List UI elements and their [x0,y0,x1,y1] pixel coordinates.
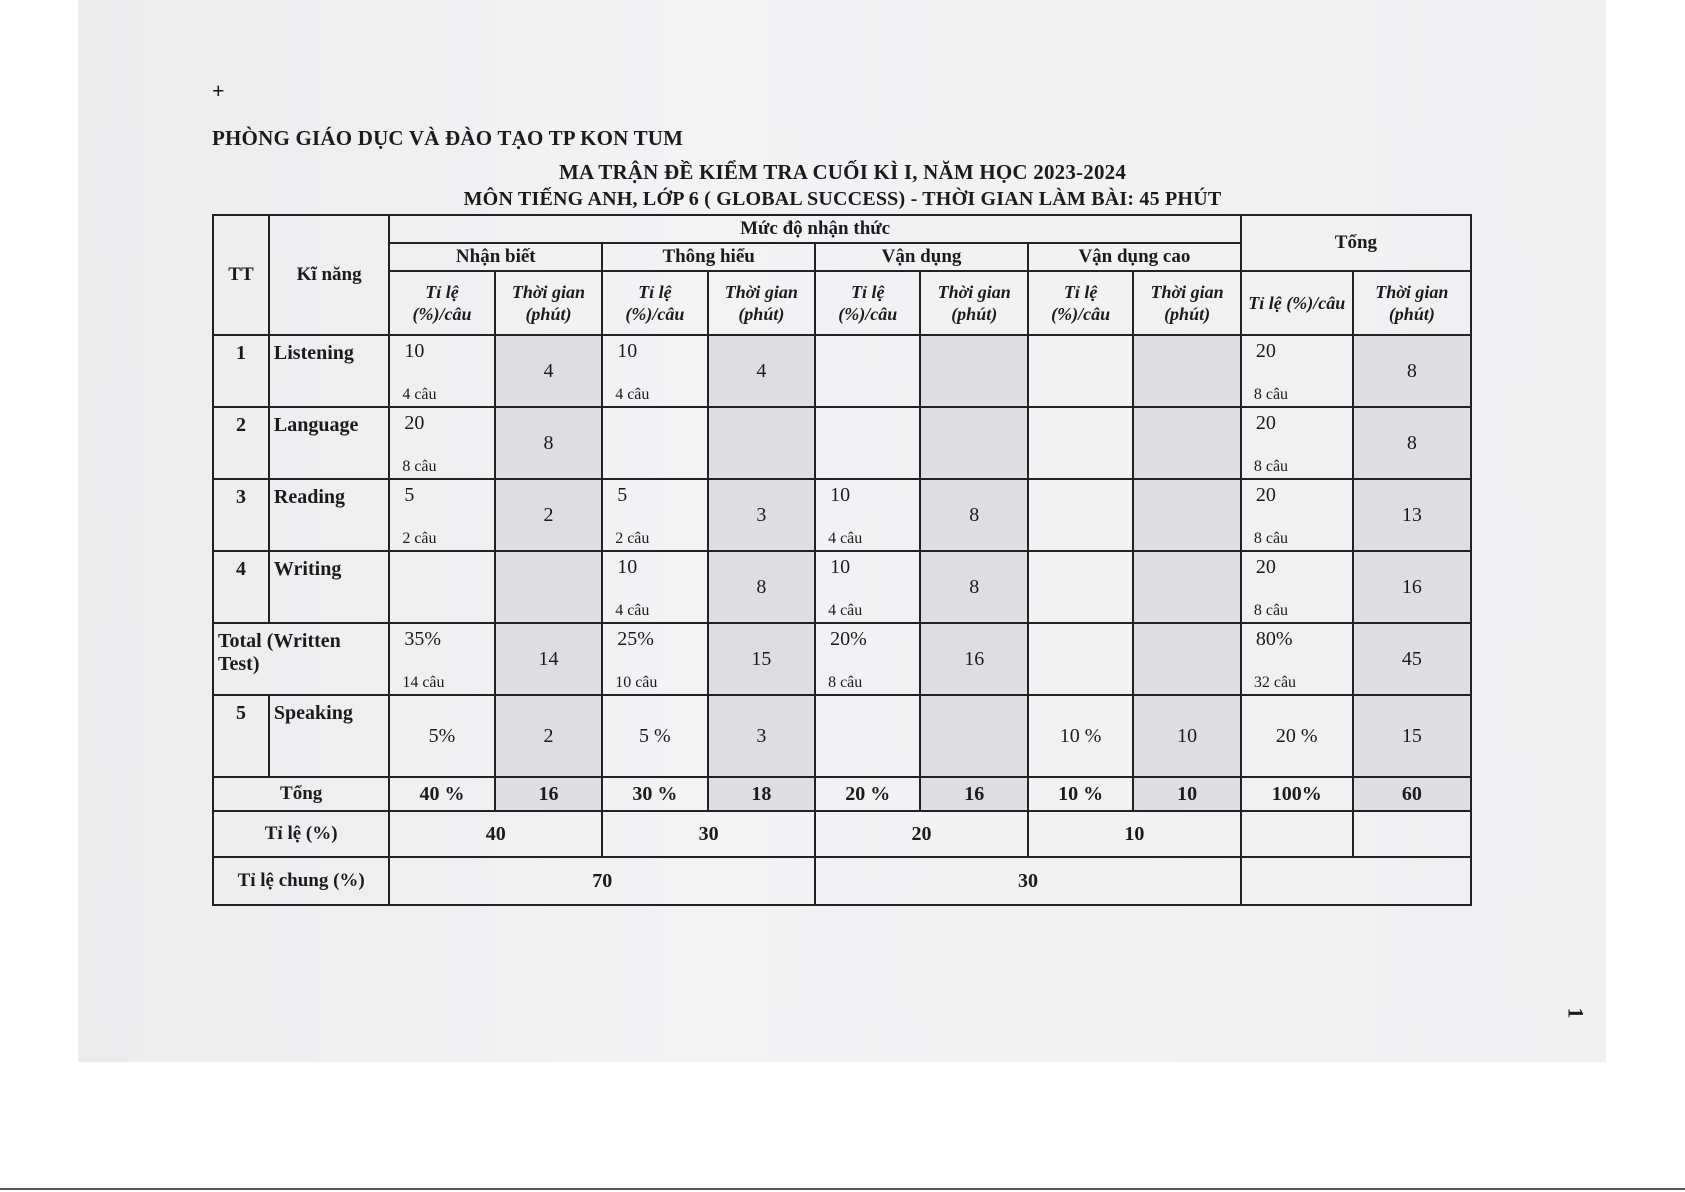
skill-row [213,551,1471,623]
cell-time: 8 [1353,407,1471,479]
cell-time [1133,551,1241,623]
subheader-rate: Tỉ lệ (%)/câu [602,271,707,335]
cell-rate [815,479,920,551]
cell-time: 45 [1353,623,1471,695]
cell-time: 2 [495,479,603,551]
cell-rate [1241,479,1353,551]
question-count: 4 câu [615,386,650,403]
ratio-row [213,811,1471,857]
question-count: 8 câu [1253,530,1289,547]
cell-time: 8 [920,551,1028,623]
cell-rate [602,407,707,479]
question-count: 4 câu [828,530,863,547]
cell-rate: 20% 8 câu [815,623,920,695]
skill-row [213,407,1471,479]
plus-mark: + [212,78,225,103]
header-level: Mức độ nhận thức [389,215,1241,243]
question-count: 2 câu [402,530,437,547]
header-level-van-dung-cao: Vận dụng cao [1028,243,1241,271]
cell-time [920,407,1028,479]
subheader-rate: Tỉ lệ (%)/câu [1028,271,1133,335]
skill-rows [213,335,1471,623]
cell-time: 14 [495,623,603,695]
ratio-label: Tỉ lệ (%) [213,811,389,857]
rate-value: 10 [617,556,638,578]
cell-time [1133,479,1241,551]
sum-value: 40 % [389,777,494,811]
subheader-time: Thời gian (phút) [495,271,603,335]
document-subtitle: MÔN TIẾNG ANH, LỚP 6 ( GLOBAL SUCCESS) - THỜI GIAN LÀM BÀI: 45 PHÚT [463,188,1222,210]
page-number: 1 [1563,1007,1589,1019]
cell-rate [1028,479,1133,551]
cell-time: 8 [495,407,603,479]
cell-time [920,695,1028,777]
question-count: 8 câu [1253,602,1289,619]
speaking-row [213,695,1471,777]
general-ratio-row [213,857,1471,905]
cell-rate [389,479,494,551]
question-count: 8 câu [402,458,437,475]
subheader-time: Thời gian (phút) [1353,271,1471,335]
rate-value: 20 [1255,340,1276,362]
rate-value: 5 [404,484,415,506]
rate-value: 20 [404,412,425,434]
subheader-rate: Tỉ lệ (%)/câu [815,271,920,335]
general-ratio-value: 30 [815,857,1241,905]
cell-rate: 25% 10 câu [602,623,707,695]
cell-rate [1028,407,1133,479]
sum-value: 18 [708,777,816,811]
question-count: 2 câu [615,530,650,547]
cell-time: 3 [708,479,816,551]
cell-time [495,551,603,623]
row-number: 3 [213,479,269,551]
row-number: 4 [213,551,269,623]
sum-value: 30 % [602,777,707,811]
cell-rate [602,479,707,551]
cell-time: 4 [495,335,603,407]
subheader-time: Thời gian (phút) [1133,271,1241,335]
cell-rate [1241,335,1353,407]
cell-time: 16 [1353,551,1471,623]
written-total-row [213,623,1471,695]
question-count: 4 câu [402,386,437,403]
cell-time: 4 [708,335,816,407]
cell-rate [1028,623,1133,695]
ratio-value: 30 [602,811,815,857]
written-total-label: Total (Written Test) [213,623,389,695]
bottom-divider [0,1188,1685,1190]
sum-label: Tổng [213,777,389,811]
skill-name: Writing [269,551,389,623]
cell-rate [1241,407,1353,479]
sum-value: 10 % [1028,777,1133,811]
sum-value: 16 [920,777,1028,811]
cell-time: 8 [1353,335,1471,407]
header-level-van-dung: Vận dụng [815,243,1028,271]
row-number: 2 [213,407,269,479]
sum-value: 100% [1241,777,1353,811]
cell-rate [602,335,707,407]
cell-rate [602,551,707,623]
cell-time: 2 [495,695,603,777]
skill-name: Language [269,407,389,479]
subheader-time: Thời gian (phút) [708,271,816,335]
cell-rate: 80% 32 câu [1241,623,1353,695]
sum-row [213,777,1471,811]
skill-name: Reading [269,479,389,551]
ratio-value: 10 [1028,811,1241,857]
cell-time [1133,407,1241,479]
general-ratio-value: 70 [389,857,815,905]
assessment-matrix-table [212,214,1472,906]
cell-time [708,407,816,479]
sum-value: 10 [1133,777,1241,811]
skill-name: Listening [269,335,389,407]
header-tt: TT [213,215,269,335]
subheader-time: Thời gian (phút) [920,271,1028,335]
cell-time: 15 [708,623,816,695]
cell-time: 16 [920,623,1028,695]
cell-time: 3 [708,695,816,777]
cell-rate [389,335,494,407]
rate-value: 20 [1255,412,1276,434]
skill-name: Speaking [269,695,389,777]
rate-value: 20 [1255,484,1276,506]
cell-rate: 35% 14 câu [389,623,494,695]
cell-rate [815,551,920,623]
question-count: 4 câu [615,602,650,619]
row-number: 5 [213,695,269,777]
general-ratio-empty [1241,857,1471,905]
header-level-thong-hieu: Thông hiểu [602,243,815,271]
question-count: 8 câu [1253,386,1289,403]
ratio-empty [1241,811,1353,857]
cell-rate [1028,335,1133,407]
rate-value: 5 [617,484,628,506]
cell-time: 15 [1353,695,1471,777]
sum-value: 20 % [815,777,920,811]
general-ratio-label: Tỉ lệ chung (%) [213,857,389,905]
rate-value: 10 [830,484,851,506]
rate-value: 10 [830,556,851,578]
cell-time: 10 [1133,695,1241,777]
cell-rate [815,407,920,479]
cell-rate [389,551,494,623]
subheader-rate: Tỉ lệ (%)/câu [389,271,494,335]
document-title: MA TRẬN ĐỀ KIỂM TRA CUỐI KÌ I, NĂM HỌC 2023-2024 [558,160,1127,184]
cell-rate [815,695,920,777]
cell-time [1133,335,1241,407]
subheader-rate: Tỉ lệ (%)/câu [1241,271,1353,335]
cell-rate: 5 % [602,695,707,777]
ratio-value: 20 [815,811,1028,857]
question-count: 4 câu [828,602,863,619]
organization-name: PHÒNG GIÁO DỤC VÀ ĐÀO TẠO TP KON TUM [212,126,684,150]
cell-rate [1241,551,1353,623]
cell-time: 8 [920,479,1028,551]
cell-rate [1028,551,1133,623]
cell-rate: 10 % [1028,695,1133,777]
skill-row [213,479,1471,551]
question-count: 8 câu [1253,458,1289,475]
cell-time: 13 [1353,479,1471,551]
rate-value: 20 [1255,556,1276,578]
cell-rate [389,407,494,479]
ratio-value: 40 [389,811,602,857]
row-number: 1 [213,335,269,407]
skill-row [213,335,1471,407]
header-skill: Kĩ năng [269,215,389,335]
cell-rate: 5% [389,695,494,777]
sum-value: 16 [495,777,603,811]
cell-rate [815,335,920,407]
cell-time [920,335,1028,407]
sum-value: 60 [1353,777,1471,811]
cell-time [1133,623,1241,695]
header-level-nhan-biet: Nhận biết [389,243,602,271]
rate-value: 10 [617,340,638,362]
header-total: Tổng [1241,215,1471,271]
cell-time: 8 [708,551,816,623]
cell-rate: 20 % [1241,695,1353,777]
ratio-empty [1353,811,1471,857]
rate-value: 10 [404,340,425,362]
